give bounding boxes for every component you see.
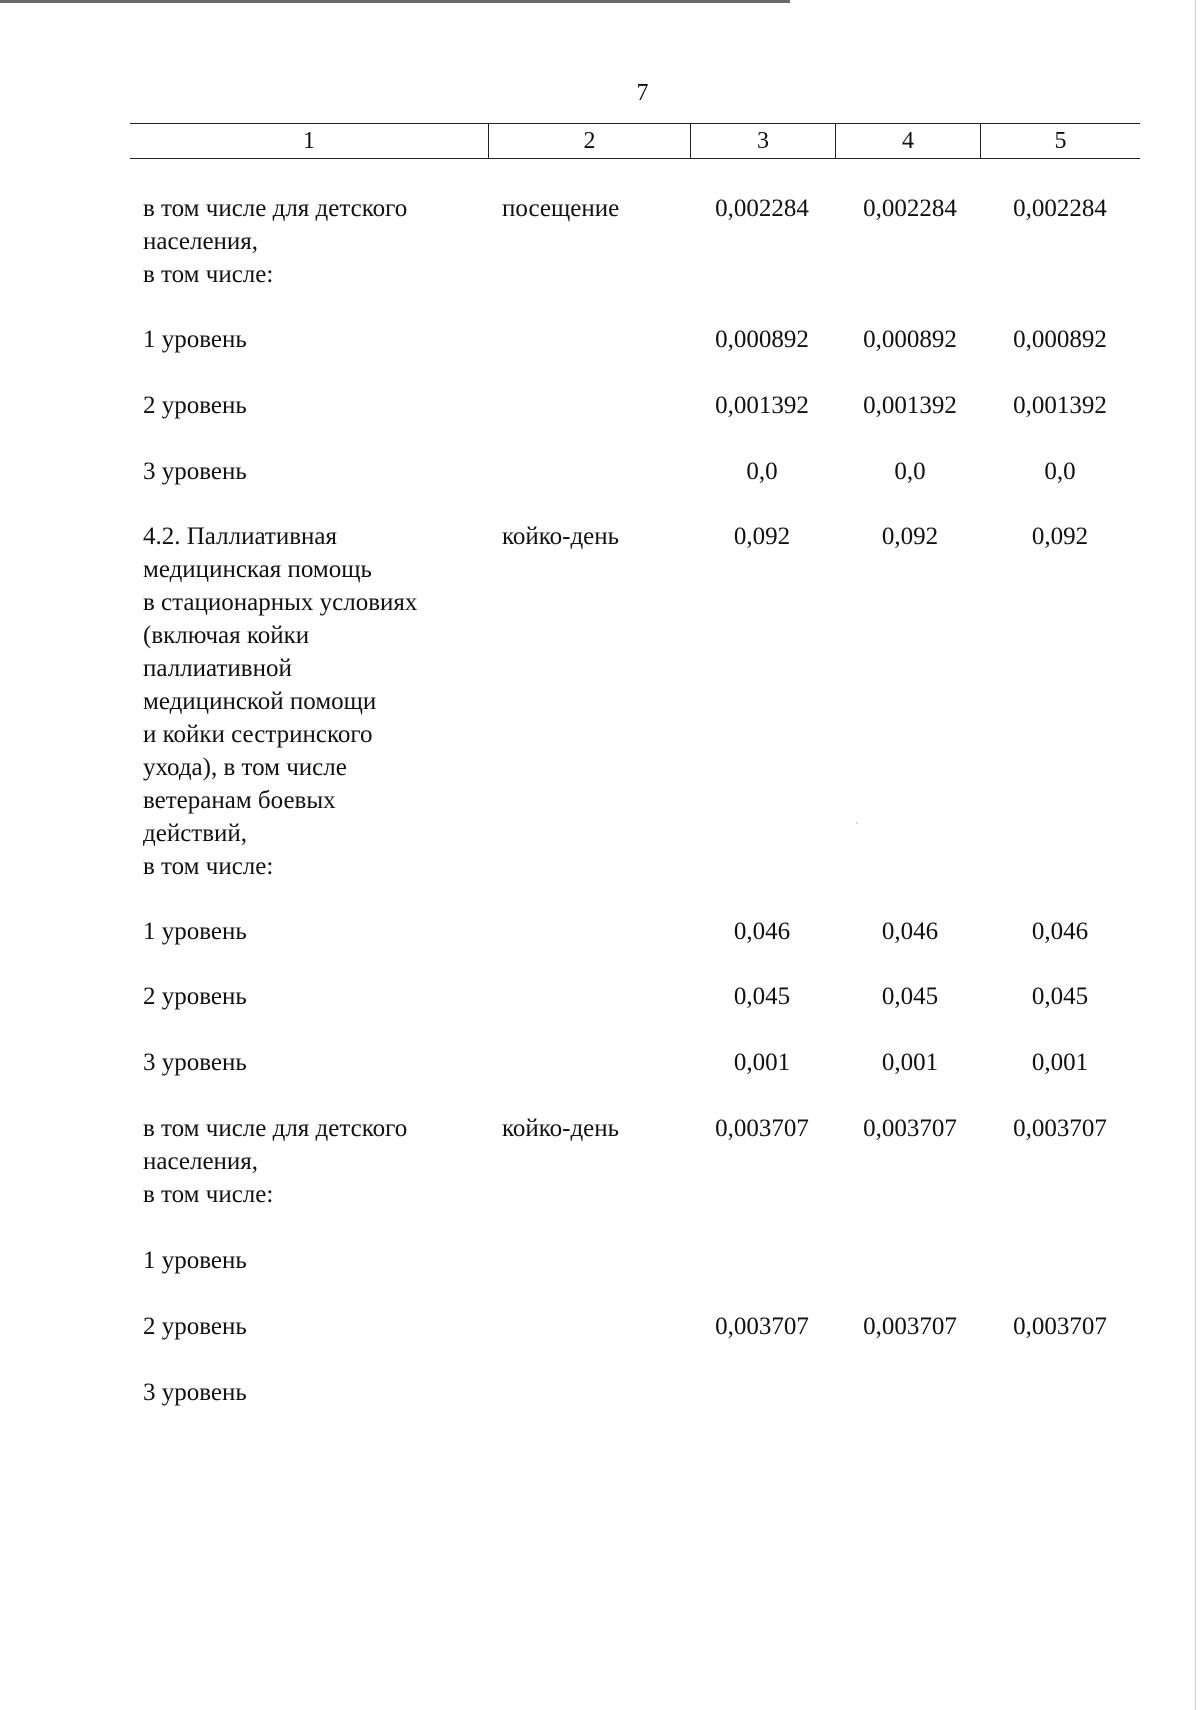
row-value-col4: 0,000892: [863, 326, 957, 353]
row-value-col3: 0,0: [746, 458, 778, 485]
row-label: в том числе для детского населения, в том числе:: [143, 195, 408, 288]
row-unit: койко-день: [502, 1115, 620, 1142]
row-value-col5: 0,046: [1031, 918, 1089, 945]
row-value-col4: 0,046: [881, 918, 939, 945]
row-value-col4: 0,0: [894, 458, 926, 485]
row-value-col3: 0,003707: [715, 1115, 809, 1142]
row-value-col4: 0,092: [881, 523, 939, 550]
row-value-col3: 0,001392: [715, 392, 809, 419]
column-header-4: 4: [836, 124, 981, 158]
row-value-col5: 0,092: [1031, 523, 1089, 550]
row-label: 2 уровень: [143, 983, 247, 1010]
row-label: 1 уровень: [143, 326, 247, 353]
page-number: 7: [636, 80, 649, 106]
row-label: 4.2. Паллиативная медицинская помощь в стационарных условиях (включая койки паллиативной медицинской помощи и койки сестринского ухода), в том числе ветеранам боевых действий, в том числе:: [143, 523, 418, 880]
column-header-5: 5: [1054, 127, 1067, 154]
row-value-col3: 0,002284: [715, 195, 809, 222]
row-value-col4: 0,001: [881, 1049, 939, 1076]
row-value-col5: 0,000892: [1013, 326, 1107, 353]
row-value-col5: 0,003707: [1013, 1115, 1107, 1142]
row-value-col3: 0,000892: [715, 326, 809, 353]
row-value-col5: 0,002284: [1013, 195, 1107, 222]
row-label: 3 уровень: [143, 458, 247, 485]
column-header-2: 2: [489, 124, 691, 158]
row-value-col5: 0,001392: [1013, 392, 1107, 419]
row-value-col3: 0,045: [733, 983, 791, 1010]
row-unit: койко-день: [502, 523, 620, 550]
row-value-col4: 0,003707: [863, 1313, 957, 1340]
row-value-col3: 0,001: [733, 1049, 791, 1076]
row-value-col5: 0,003707: [1013, 1313, 1107, 1340]
scan-speck: [856, 822, 858, 824]
row-label: 1 уровень: [143, 918, 247, 945]
row-label: 3 уровень: [143, 1379, 247, 1406]
row-value-col4: 0,002284: [863, 195, 957, 222]
row-label: 2 уровень: [143, 1313, 247, 1340]
row-value-col3: 0,046: [733, 918, 791, 945]
row-label: 3 уровень: [143, 1049, 247, 1076]
row-label: в том числе для детского населения, в том числе:: [143, 1115, 408, 1208]
row-value-col3: 0,003707: [715, 1313, 809, 1340]
column-header-3: 3: [691, 124, 836, 158]
row-value-col4: 0,003707: [863, 1115, 957, 1142]
row-label: 1 уровень: [143, 1247, 247, 1274]
column-header-1: 1: [130, 124, 489, 158]
row-value-col3: 0,092: [733, 523, 791, 550]
row-value-col4: 0,045: [881, 983, 939, 1010]
row-value-col5: 0,0: [1044, 458, 1076, 485]
row-value-col5: 0,001: [1031, 1049, 1089, 1076]
row-value-col4: 0,001392: [863, 392, 957, 419]
row-value-col5: 0,045: [1031, 983, 1089, 1010]
row-unit: посещение: [502, 195, 620, 222]
row-label: 2 уровень: [143, 392, 247, 419]
